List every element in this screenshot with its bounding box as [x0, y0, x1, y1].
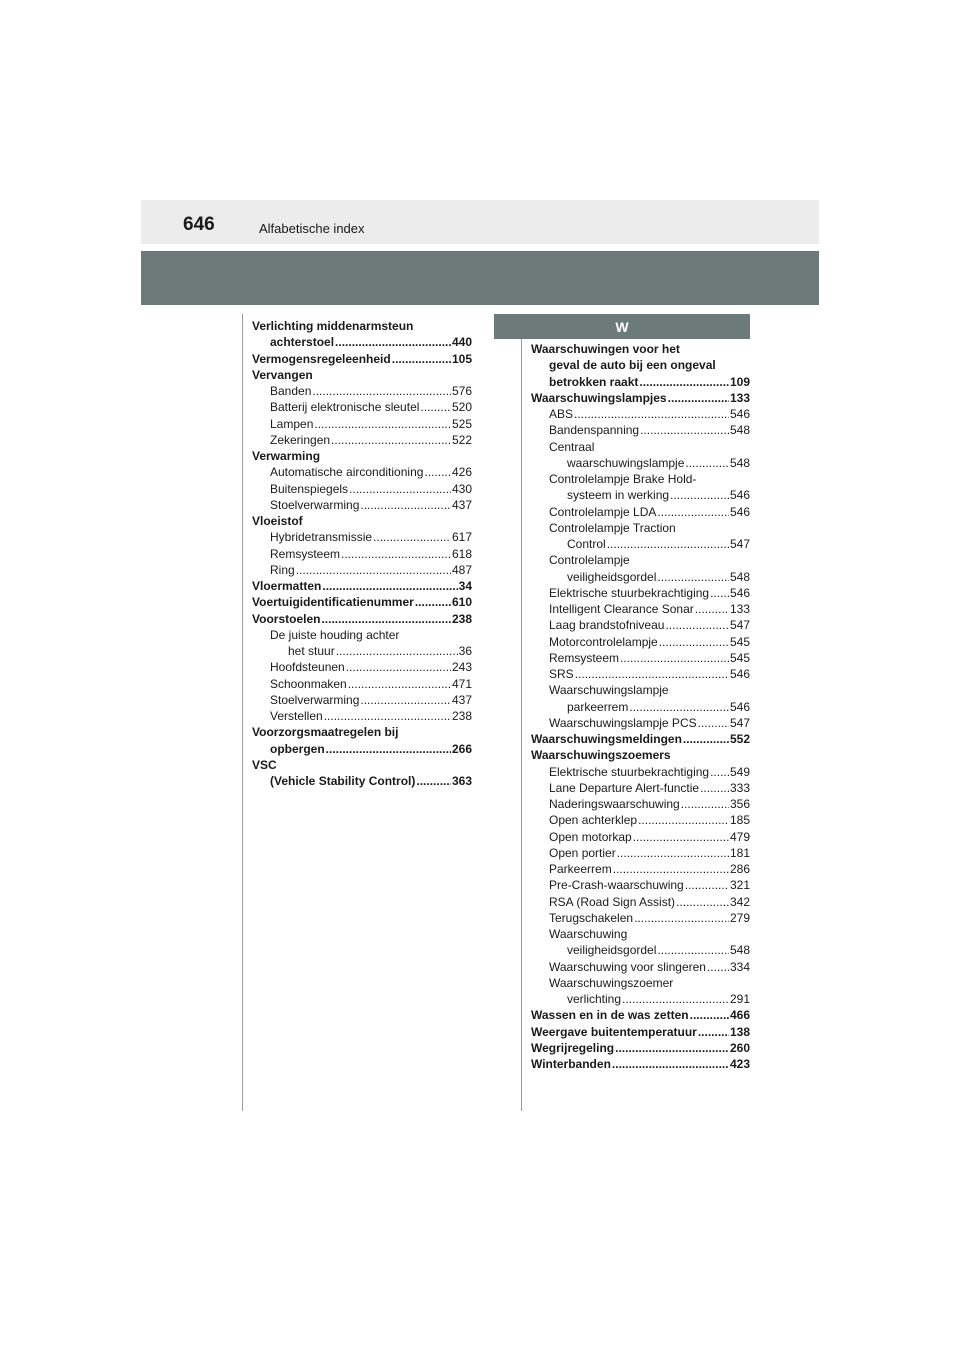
index-subentry: [531, 877, 750, 893]
index-subentry: [531, 634, 750, 650]
entry-page-number: 440: [451, 335, 472, 350]
dot-leader: [681, 796, 729, 812]
dot-leader: [622, 991, 729, 1007]
index-entry: [531, 1007, 750, 1023]
entry-term: Stoelverwarming: [270, 692, 360, 707]
dot-leader: [341, 546, 451, 562]
entry-term: Waarschuwingen voor het: [531, 342, 680, 356]
index-subentry: [531, 812, 750, 828]
dot-leader: [336, 643, 458, 659]
entry-term: Waarschuwingslampje: [549, 683, 669, 698]
entry-page-number: 260: [729, 1040, 750, 1055]
entry-term: Winterbanden: [531, 1057, 611, 1071]
entry-page-number: 430: [451, 481, 472, 496]
entry-term: Controlelampje LDA: [549, 504, 657, 519]
entry-term: Automatische airconditioning: [270, 465, 424, 480]
entry-term: Remsysteem: [549, 650, 620, 665]
index-subentry: [252, 676, 472, 692]
index-subentry: [252, 416, 472, 432]
dot-leader: [668, 390, 729, 406]
entry-page-number: 109: [729, 374, 750, 389]
entry-term: verlichting: [567, 992, 622, 1006]
index-entry: [531, 731, 750, 747]
entry-term: Elektrische stuurbekrachtiging: [549, 585, 710, 600]
entry-term: Pre-Crash-waarschuwing: [549, 878, 684, 893]
dot-leader: [633, 829, 729, 845]
entry-page-number: 238: [451, 611, 472, 626]
index-subentry: [531, 975, 750, 1008]
dot-leader: [575, 666, 729, 682]
entry-page-number: 342: [729, 894, 750, 909]
dot-leader: [657, 942, 729, 958]
entry-page-number: 548: [729, 455, 750, 470]
entry-page-number: 545: [729, 650, 750, 665]
index-entry: [531, 390, 750, 406]
entry-page-number: 185: [729, 813, 750, 828]
index-subentry: [252, 464, 472, 480]
index-subentry: [531, 829, 750, 845]
entry-page-number: 546: [729, 407, 750, 421]
index-entry: [252, 513, 472, 529]
dot-leader: [698, 715, 729, 731]
entry-term: Wassen en in de was zetten: [531, 1008, 689, 1023]
index-entry: [531, 1040, 750, 1056]
entry-term: Waarschuwing: [549, 927, 628, 941]
entry-term: veiligheidsgordel: [567, 569, 657, 584]
entry-page-number: 546: [729, 699, 750, 714]
entry-term: Waarschuwingslampje PCS: [549, 715, 697, 730]
entry-page-number: 437: [451, 692, 472, 707]
entry-term: Voorzorgsmaatregelen bij: [252, 725, 399, 740]
index-entry: [531, 341, 750, 390]
letter-section-header: W: [494, 314, 750, 339]
entry-term: Controlelampje Brake Hold-: [549, 472, 697, 486]
entry-page-number: 547: [729, 618, 750, 633]
dot-leader: [324, 708, 451, 724]
index-subentry: [531, 845, 750, 861]
entry-term: Laag brandstofniveau: [549, 618, 665, 633]
entry-term: Open motorkap: [549, 829, 632, 844]
entry-term: Wegrijregeling: [531, 1040, 615, 1055]
entry-term: Vloeistof: [252, 514, 303, 528]
index-subentry: [252, 659, 472, 675]
entry-page-number: 181: [729, 845, 750, 860]
entry-term: Zekeringen: [270, 432, 331, 447]
entry-term: Hybridetransmissie: [270, 530, 373, 545]
dot-leader: [322, 578, 457, 594]
index-entry: [252, 448, 472, 464]
index-entry: [252, 351, 472, 367]
index-subentry: [531, 666, 750, 682]
index-subentry: [531, 552, 750, 585]
entry-page-number: 547: [729, 715, 750, 730]
entry-page-number: 522: [451, 432, 472, 447]
entry-term: Lampen: [270, 416, 314, 431]
index-subentry: [252, 383, 472, 399]
entry-term: Terugschakelen: [549, 910, 634, 925]
entry-page-number: 546: [729, 488, 750, 503]
dot-leader: [348, 676, 451, 692]
entry-term: Waarschuwing voor slingeren: [549, 959, 706, 974]
section-title: Alfabetische index: [259, 221, 365, 236]
entry-page-number: 549: [729, 764, 750, 779]
entry-term: parkeerrem: [567, 699, 629, 714]
index-subentry: [531, 894, 750, 910]
index-column-left: [252, 318, 472, 789]
entry-page-number: 334: [729, 959, 750, 974]
index-entry: [531, 1056, 750, 1072]
entry-page-number: 356: [729, 797, 750, 811]
entry-page-number: 617: [451, 530, 472, 545]
entry-page-number: 133: [729, 602, 750, 616]
index-entry: [252, 757, 472, 790]
dot-leader: [321, 611, 451, 627]
index-subentry: [531, 910, 750, 926]
entry-page-number: 525: [451, 416, 472, 431]
dot-leader: [617, 845, 729, 861]
index-entry: [252, 367, 472, 383]
dot-leader: [574, 406, 729, 422]
index-subentry: [252, 562, 472, 578]
dot-leader: [373, 529, 451, 545]
index-subentry: [531, 715, 750, 731]
entry-page-number: 618: [451, 546, 472, 561]
index-entry: [252, 611, 472, 627]
dot-leader: [392, 351, 451, 367]
entry-term: Open portier: [549, 845, 616, 860]
index-subentry: [531, 585, 750, 601]
index-subentry: [531, 861, 750, 877]
entry-term: Controlelampje: [549, 553, 630, 568]
dot-leader: [695, 601, 729, 617]
dot-leader: [415, 594, 451, 610]
entry-page-number: 286: [729, 862, 750, 876]
entry-page-number: 105: [451, 351, 472, 366]
dot-leader: [670, 487, 729, 503]
dot-leader: [335, 334, 451, 350]
entry-term: Parkeerrem: [549, 862, 612, 876]
entry-page-number: 471: [451, 676, 472, 691]
entry-term: Lane Departure Alert-functie: [549, 780, 700, 795]
entry-page-number: 138: [729, 1024, 750, 1039]
entry-term: Motorcontrolelampje: [549, 634, 658, 649]
dot-leader: [700, 780, 729, 796]
index-subentry: [252, 497, 472, 513]
dot-leader: [638, 812, 729, 828]
entry-page-number: 279: [729, 910, 750, 925]
entry-page-number: 321: [729, 878, 750, 893]
entry-term: Voertuigidentificatienummer: [252, 595, 414, 610]
dot-leader: [710, 764, 729, 780]
entry-page-number: 36: [458, 644, 472, 658]
dot-leader: [615, 1040, 729, 1056]
index-subentry: [252, 432, 472, 448]
dot-leader: [634, 910, 729, 926]
dot-leader: [612, 1056, 729, 1072]
dot-leader: [620, 650, 729, 666]
index-subentry: [531, 796, 750, 812]
index-subentry: [531, 406, 750, 422]
index-entry: [252, 318, 472, 351]
page-number: 646: [183, 214, 215, 235]
dot-leader: [613, 861, 729, 877]
entry-term: RSA (Road Sign Assist): [549, 894, 676, 909]
entry-term: Remsysteem: [270, 546, 341, 561]
entry-page-number: 610: [451, 595, 472, 610]
entry-term: Elektrische stuurbekrachtiging: [549, 764, 710, 779]
entry-page-number: 487: [451, 562, 472, 577]
dot-leader: [685, 455, 729, 471]
entry-term: systeem in werking: [567, 488, 670, 503]
index-entry: [531, 747, 750, 763]
entry-page-number: 363: [451, 774, 472, 788]
entry-page-number: 520: [451, 400, 472, 415]
dot-leader: [685, 877, 729, 893]
entry-term: Stoelverwarming: [270, 497, 360, 512]
dot-leader: [420, 399, 451, 415]
entry-term: Control: [567, 537, 606, 551]
entry-term: Verstellen: [270, 709, 323, 723]
dot-leader: [629, 699, 729, 715]
entry-page-number: 34: [458, 579, 472, 593]
index-entry: [531, 1024, 750, 1040]
entry-term: Bandenspanning: [549, 423, 640, 438]
entry-page-number: 423: [729, 1057, 750, 1071]
entry-term: Banden: [270, 384, 312, 398]
dot-leader: [698, 1024, 729, 1040]
entry-page-number: 545: [729, 634, 750, 649]
entry-term: veiligheidsgordel: [567, 943, 657, 958]
page-header-strip: [141, 200, 819, 244]
entry-term: Schoonmaken: [270, 676, 347, 691]
dot-leader: [659, 634, 729, 650]
entry-page-number: 546: [729, 667, 750, 681]
index-subentry: [531, 617, 750, 633]
entry-term: Verlichting middenarmsteun: [252, 319, 414, 333]
entry-page-number: 576: [451, 384, 472, 398]
dot-leader: [710, 585, 729, 601]
dot-leader: [360, 497, 451, 513]
index-subentry: [531, 650, 750, 666]
entry-term: Naderingswaarschuwing: [549, 797, 680, 811]
index-subentry: [531, 601, 750, 617]
entry-term: Waarschuwingslampjes: [531, 390, 667, 405]
entry-term: achterstoel: [270, 335, 335, 350]
dot-leader: [424, 464, 451, 480]
entry-page-number: 238: [451, 709, 472, 723]
entry-term: Voorstoelen: [252, 611, 321, 626]
entry-term: Waarschuwingszoemer: [549, 975, 674, 990]
index-subentry: [531, 439, 750, 472]
entry-page-number: 548: [729, 943, 750, 958]
dot-leader: [416, 773, 451, 789]
entry-page-number: 546: [729, 504, 750, 519]
entry-term: Buitenspiegels: [270, 481, 349, 496]
entry-term: (Vehicle Stability Control): [270, 774, 416, 788]
entry-term: waarschuwingslampje: [567, 455, 685, 470]
column-divider-left: [242, 314, 243, 1111]
dot-leader: [640, 422, 729, 438]
index-subentry: [252, 529, 472, 545]
index-entry: [252, 724, 472, 757]
entry-page-number: 548: [729, 423, 750, 438]
dot-leader: [326, 741, 451, 757]
entry-term: VSC: [252, 757, 277, 772]
dot-leader: [314, 416, 451, 432]
entry-page-number: 552: [729, 732, 750, 746]
index-subentry: [531, 780, 750, 796]
entry-term: Verwarming: [252, 449, 321, 463]
dot-leader: [665, 617, 729, 633]
dot-leader: [349, 481, 451, 497]
entry-term: Weergave buitentemperatuur: [531, 1024, 697, 1039]
index-subentry: [252, 708, 472, 724]
dot-leader: [312, 383, 451, 399]
dot-leader: [360, 692, 451, 708]
header-band: [141, 251, 819, 305]
entry-page-number: 479: [729, 829, 750, 844]
dot-leader: [639, 374, 729, 390]
dot-leader: [690, 1007, 729, 1023]
dot-leader: [707, 959, 729, 975]
entry-term: opbergen: [270, 741, 325, 756]
entry-term: Vloermatten: [252, 579, 322, 593]
index-subentry: [252, 399, 472, 415]
index-subentry: [531, 520, 750, 553]
dot-leader: [296, 562, 451, 578]
entry-term: Batterij elektronische sleutel: [270, 400, 420, 415]
entry-term: ABS: [549, 407, 574, 421]
entry-page-number: 426: [451, 465, 472, 480]
entry-term: Waarschuwingsmeldingen: [531, 732, 682, 746]
index-subentry: [252, 627, 472, 660]
dot-leader: [607, 536, 729, 552]
index-subentry: [531, 959, 750, 975]
dot-leader: [331, 432, 451, 448]
entry-term: De juiste houding achter: [270, 627, 400, 642]
entry-term: Ring: [270, 562, 295, 577]
entry-term: betrokken raakt: [549, 374, 639, 389]
entry-page-number: 548: [729, 569, 750, 584]
entry-page-number: 333: [729, 780, 750, 795]
entry-term: Controlelampje Traction: [549, 520, 676, 535]
index-subentry: [252, 692, 472, 708]
index-subentry: [531, 682, 750, 715]
index-subentry: [531, 471, 750, 504]
entry-page-number: 547: [729, 537, 750, 551]
entry-page-number: 466: [729, 1008, 750, 1023]
dot-leader: [676, 894, 729, 910]
index-subentry: [252, 481, 472, 497]
index-entry: [252, 578, 472, 594]
entry-term: Centraal: [549, 439, 595, 454]
index-subentry: [252, 546, 472, 562]
index-subentry: [531, 764, 750, 780]
index-entry: [252, 594, 472, 610]
entry-term: Waarschuwingszoemers: [531, 748, 671, 763]
entry-term: Open achterklep: [549, 813, 638, 828]
index-column-right: [531, 341, 750, 1072]
index-subentry: [531, 422, 750, 438]
index-subentry: [531, 926, 750, 959]
index-subentry: [531, 504, 750, 520]
dot-leader: [346, 659, 451, 675]
entry-term: Vervangen: [252, 367, 313, 382]
dot-leader: [683, 731, 729, 747]
entry-term: SRS: [549, 667, 574, 681]
entry-page-number: 266: [451, 741, 472, 756]
dot-leader: [657, 569, 729, 585]
entry-term: Hoofdsteunen: [270, 660, 345, 675]
entry-term: geval de auto bij een ongeval: [549, 358, 716, 373]
dot-leader: [657, 504, 729, 520]
entry-page-number: 133: [729, 390, 750, 405]
entry-term: Intelligent Clearance Sonar: [549, 602, 694, 616]
entry-page-number: 243: [451, 660, 472, 675]
entry-term: het stuur: [288, 644, 335, 658]
entry-term: Vermogensregeleenheid: [252, 351, 391, 366]
entry-page-number: 291: [729, 992, 750, 1006]
entry-page-number: 546: [729, 585, 750, 600]
entry-page-number: 437: [451, 497, 472, 512]
column-divider-right: [521, 314, 522, 1111]
